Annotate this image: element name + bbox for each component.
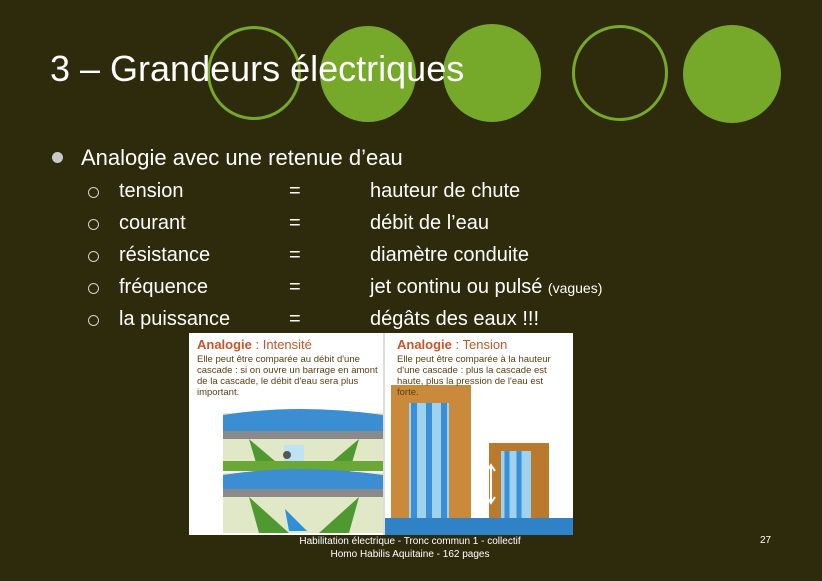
right-title-a: Analogie [397, 337, 452, 352]
analogy-illustration [189, 333, 573, 535]
equals-sign: = [289, 212, 301, 234]
analogy-value-text: hauteur de chute [370, 180, 521, 202]
left-panel-text: Elle peut être comparée au débit d'une cascade : si on ouvre un barrage en amont de la cascade, le débit d'eau sera plus important. [197, 354, 378, 398]
ring-bullet-icon [88, 251, 99, 262]
footer-line-2: Homo Habilis Aquitaine - 162 pages [330, 549, 490, 560]
left-title-b: : Intensité [251, 337, 312, 352]
analogy-term: courant [119, 212, 186, 234]
ring-bullet-icon [88, 219, 99, 230]
decor-circle-3 [683, 25, 781, 123]
ring-bullet-icon [88, 315, 99, 326]
analogy-value [370, 244, 529, 267]
analogy-term: tension [119, 180, 184, 202]
slide-title: 3 – Grandeurs électriques [50, 48, 465, 89]
footer-line-1: Habilitation électrique - Tronc commun 1 - collectif [299, 536, 521, 547]
ring-bullet-icon [88, 187, 99, 198]
right-panel-text: Elle peut être comparée à la hauteur d'une cascade : plus la cascade est haute, plus la pression de l'eau est forte. [397, 354, 551, 398]
analogy-value [370, 276, 602, 299]
bullet-dot-icon [52, 152, 63, 163]
analogy-value-text: dégâts des eaux !!! [370, 308, 540, 330]
analogy-term: la puissance [119, 308, 231, 330]
analogy-value [370, 180, 520, 203]
left-title-a: Analogie [197, 337, 252, 352]
page-number: 27 [760, 535, 772, 546]
main-bullet-text: Analogie avec une retenue d’eau [81, 145, 403, 170]
analogy-value-text: diamètre conduite [370, 244, 529, 266]
analogy-term: fréquence [119, 276, 208, 298]
equals-sign: = [289, 276, 301, 298]
analogy-value [370, 212, 489, 235]
ring-bullet-icon [88, 283, 99, 294]
slide-footer [270, 535, 550, 561]
analogy-value-text: jet continu ou pulsé [370, 276, 543, 298]
equals-sign: = [289, 180, 301, 202]
equals-sign: = [289, 308, 301, 330]
decor-ring-2 [572, 25, 668, 121]
analogy-value-text: débit de l’eau [370, 212, 489, 234]
equals-sign: = [289, 244, 301, 266]
right-title-b: : Tension [451, 337, 508, 352]
right-panel-title [397, 337, 507, 352]
main-bullet [52, 145, 403, 171]
analogy-value [370, 308, 539, 331]
analogy-note: (vagues) [547, 280, 603, 296]
analogy-term: résistance [119, 244, 211, 266]
